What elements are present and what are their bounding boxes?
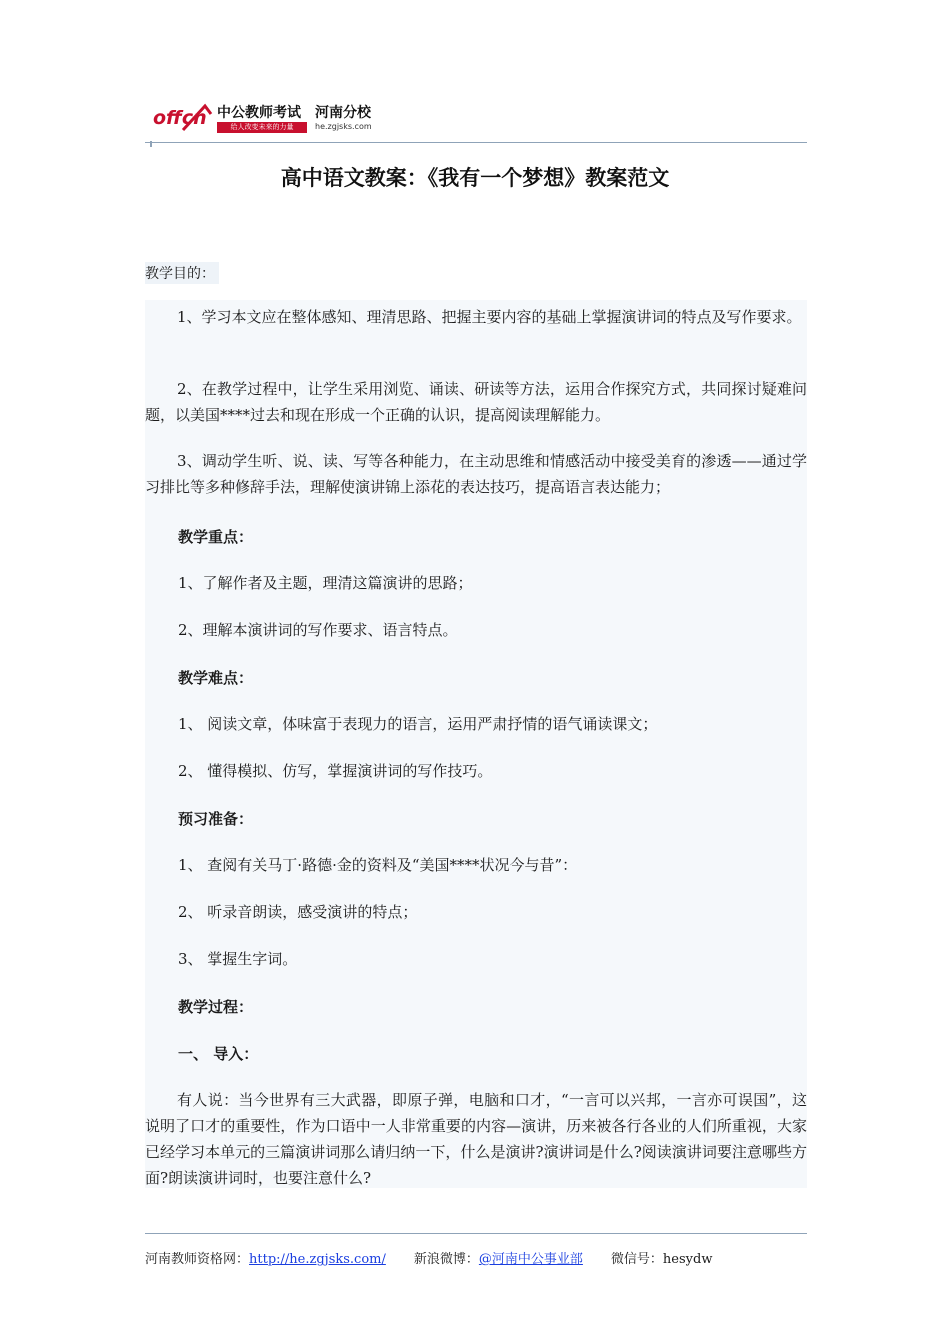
objective-1: 1、学习本文应在整体感知、理清思路、把握主要内容的基础上掌握演讲词的特点及写作要求。: [177, 308, 802, 326]
document-title: 高中语文教案：《我有一个梦想》教案范文: [280, 166, 670, 190]
intro-paragraph: 有人说：当今世界有三大武器，即原子弹，电脑和口才，“一言可以兴邦，一言亦可误国”，这说明了口才的重要性，作为口语中一人非常重要的内容—演讲，历来被各行各业的人们所重视，大家已经学习本单元的三篇演讲词那么请归纳一下，什么是演讲?演讲词是什么?阅读演讲词要注意哪些方面?朗读演讲词时，也要注意什么?: [145, 1091, 807, 1187]
header-divider-tick: [150, 141, 152, 147]
footer-wechat-label: 微信号：: [610, 1252, 663, 1267]
section-label-objectives: 教学目的：: [145, 262, 219, 284]
preparation-1: 1、 查阅有关马丁·路德·金的资料及“美国****状况今与昔”：: [178, 856, 578, 874]
footer-site-link[interactable]: http://he.zgjsks.com/: [249, 1252, 386, 1267]
footer: [145, 1248, 712, 1267]
slogan: 给人改变未来的力量: [217, 122, 307, 133]
difficulty-2: 2、 懂得模拟、仿写，掌握演讲词的写作技巧。: [178, 762, 493, 780]
header-logo: [145, 96, 807, 144]
preparation-2: 2、 听录音朗读，感受演讲的特点；: [178, 903, 418, 921]
key-point-2: 2、理解本演讲词的写作要求、语言特点。: [178, 621, 458, 639]
footer-weibo-label: 新浪微博：: [413, 1252, 479, 1267]
logo-site-url: he.zgjsks.com: [315, 122, 372, 131]
footer-wechat-id: hesydw: [662, 1252, 713, 1267]
footer-site-label: 河南教师资格网：: [145, 1252, 250, 1267]
logo-text: offcn: [153, 107, 207, 129]
header-divider: [145, 142, 807, 143]
org-name: 中公教师考试: [217, 105, 301, 121]
heading-difficulties: 教学难点：: [178, 669, 254, 687]
branch-name: 河南分校: [315, 105, 371, 121]
document-body: [145, 300, 807, 1188]
heading-key-points: 教学重点：: [178, 528, 254, 546]
heading-process: 教学过程：: [178, 998, 254, 1016]
difficulty-1: 1、 阅读文章，体味富于表现力的语言，运用严肃抒情的语气诵读课文；: [178, 715, 658, 733]
footer-divider: [145, 1233, 807, 1234]
key-point-1: 1、了解作者及主题，理清这篇演讲的思路；: [178, 574, 473, 592]
heading-preparation: 预习准备：: [178, 810, 254, 828]
offcn-logo: [153, 100, 215, 136]
footer-weibo-link[interactable]: @河南中公事业部: [478, 1252, 583, 1267]
preparation-3: 3、 掌握生字词。: [178, 950, 298, 968]
step-intro-heading: 一、 导入：: [178, 1045, 259, 1063]
objective-2: 2、在教学过程中，让学生采用浏览、诵读、研读等方法，运用合作探究方式，共同探讨疑难问题，以美国****过去和现在形成一个正确的认识，提高阅读理解能力。: [145, 380, 807, 424]
objective-3: 3、调动学生听、说、读、写等各种能力，在主动思维和情感活动中接受美育的渗透——通过学习排比等多种修辞手法，理解使演讲锦上添花的表达技巧，提高语言表达能力；: [145, 452, 807, 496]
